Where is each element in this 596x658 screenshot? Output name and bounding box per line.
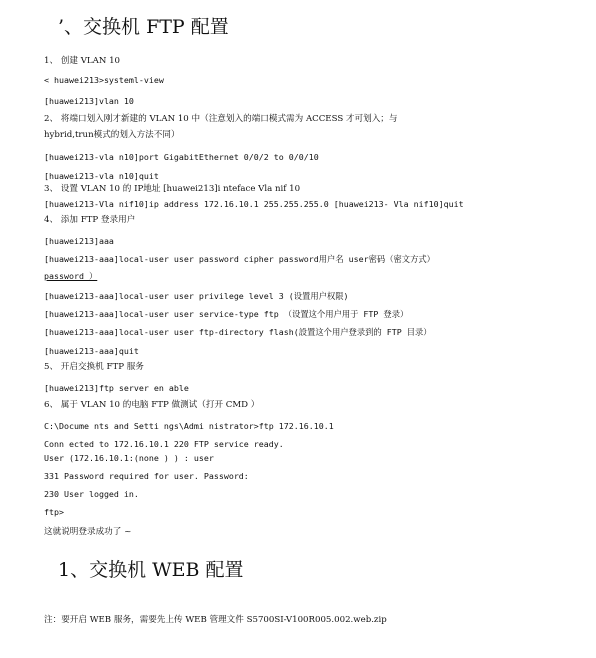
step-4-title: 4、 添加 FTP 登录用户: [44, 215, 136, 225]
section-heading-ftp: ’、交换机 FTP 配置: [58, 16, 229, 38]
command-line: [huawei213-aaa]local-user user ftp-directory flash(設置这个用户登录到的 FTP 目录）: [44, 327, 432, 337]
step-2-title: 2、 将端口划入刚才新建的 VLAN 10 中（注意划入的端口模式需为 ACCESS 才可划入；与: [44, 114, 398, 124]
command-line: [huawei213]vlan 10: [44, 96, 134, 106]
cmd-output-line: 331 Password required for user. Password:: [44, 471, 249, 481]
command-line: [huawei213-aaa]local-user user password cipher password用户名 user密码（密文方式）: [44, 254, 435, 264]
step-1-title: 1、 创建 VLAN 10: [44, 56, 121, 66]
step-5-title: 5、 开启交换机 FTP 服务: [44, 362, 144, 372]
section-heading-web: 1、交换机 WEB 配置: [58, 559, 244, 581]
command-line: [huawei213]aaa: [44, 236, 114, 246]
command-line: [huawei213-vla n10]quit: [44, 171, 159, 181]
cmd-prompt-line: ftp>: [44, 507, 64, 517]
command-line: [huawei213-aaa]quit: [44, 346, 139, 356]
step-6-title: 6、 属于 VLAN 10 的电脑 FTP 做测试（打开 CMD ）: [44, 400, 260, 410]
success-note: 这就说明登录成功了 ~: [44, 527, 132, 537]
command-line: [huawei213-Vla nif10]ip address 172.16.10.1 255.255.255.0 [huawei213- Vla nif10]quit: [44, 199, 464, 209]
cmd-output-line: 230 User logged in.: [44, 489, 139, 499]
command-line-continued: password ）: [44, 271, 98, 281]
step-2-continued: hybrid,trun模式的划入方法不同）: [44, 130, 180, 140]
step-3-title: 3、 设置 VLAN 10 的 IP地址 [huawei213]i nteface Vla nif 10: [44, 184, 301, 194]
command-line: [huawei213-aaa]local-user user service-type ftp （设置这个用户用于 FTP 登录）: [44, 309, 409, 319]
cmd-output-line: C:\Docume nts and Setti ngs\Admi nistrator>ftp 172.16.10.1: [44, 421, 334, 431]
web-note: 注：要开启 WEB 服务，需要先上传 WEB 管理文件 S5700SI-V100R005.002.web.zip: [44, 615, 387, 625]
cmd-output-line: User (172.16.10.1:(none ) ) : user: [44, 453, 214, 463]
command-line: [huawei213-vla n10]port GigabitEthernet 0/0/2 to 0/0/10: [44, 152, 319, 162]
command-line: [huawei213]ftp server en able: [44, 383, 189, 393]
command-line: [huawei213-aaa]local-user user privilege level 3 (设置用户权限): [44, 291, 349, 301]
cmd-output-line: Conn ected to 172.16.10.1 220 FTP service ready.: [44, 439, 284, 449]
command-line: < huawei213>systeml-view: [44, 75, 164, 85]
